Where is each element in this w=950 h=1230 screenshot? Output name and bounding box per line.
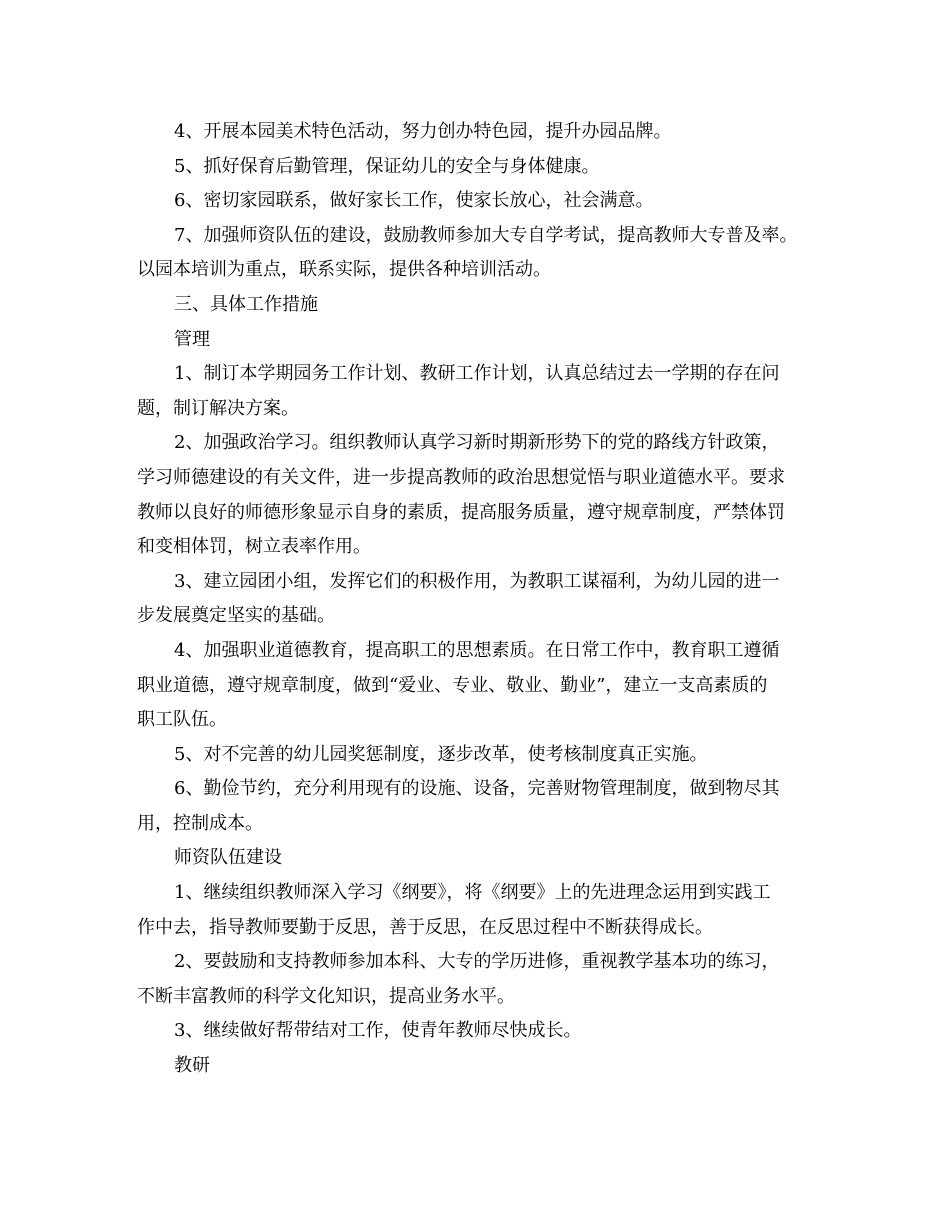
text-line: 3、建立园团小组，发挥它们的积极作用，为教职工谋福利，为幼儿园的进一 <box>174 570 780 592</box>
text-line: 4、加强职业道德教育，提高职工的思想素质。在日常工作中，教育职工遵循 <box>174 639 780 661</box>
text-line: 作中去，指导教师要勤于反思，善于反思，在反思过程中不断获得成长。 <box>137 916 713 938</box>
text-line: 5、对不完善的幼儿园奖惩制度，逐步改革，使考核制度真正实施。 <box>174 743 708 765</box>
text-line: 职业道德，遵守规章制度，做到“爱业、专业、敬业、勤业”，建立一支高素质的 <box>137 674 768 696</box>
text-line: 学习师德建设的有关文件，进一步提高教师的政治思想觉悟与职业道德水平。要求 <box>137 466 785 488</box>
text-line: 2、要鼓励和支持教师参加本科、大专的学历进修，重视教学基本功的练习， <box>174 951 780 973</box>
text-line: 6、勤俭节约，充分利用现有的设施、设备，完善财物管理制度，做到物尽其 <box>174 778 780 800</box>
text-line: 和变相体罚，树立表率作用。 <box>137 536 371 558</box>
text-line: 以园本培训为重点，联系实际，提供各种培训活动。 <box>137 259 551 281</box>
text-line: 题，制订解决方案。 <box>137 397 299 419</box>
text-line: 7、加强师资队伍的建设，鼓励教师参加大专自学考试，提高教师大专普及率。 <box>174 224 798 246</box>
text-line: 6、密切家园联系，做好家长工作，使家长放心，社会满意。 <box>174 190 654 212</box>
subsection-heading: 师资队伍建设 <box>174 847 282 869</box>
subsection-heading: 管理 <box>174 328 210 350</box>
section-heading: 三、具体工作措施 <box>174 293 318 315</box>
document-page <box>137 115 827 1084</box>
text-line: 4、开展本园美术特色活动，努力创办特色园，提升办园品牌。 <box>174 121 672 142</box>
subsection-heading: 教研 <box>174 1055 210 1077</box>
text-line: 5、抓好保育后勤管理，保证幼儿的安全与身体健康。 <box>174 155 600 177</box>
text-line: 2、加强政治学习。组织教师认真学习新时期新形势下的党的路线方针政策， <box>174 432 780 454</box>
text-line: 1、继续组织教师深入学习《纲要》，将《纲要》上的先进理念运用到实践工 <box>174 882 771 904</box>
text-line: 步发展奠定坚实的基础。 <box>137 605 335 627</box>
text-line: 教师以良好的师德形象显示自身的素质，提高服务质量，遵守规章制度，严禁体罚 <box>137 501 785 523</box>
text-line: 不断丰富教师的科学文化知识，提高业务水平。 <box>137 985 515 1007</box>
text-line: 1、制订本学期园务工作计划、教研工作计划，认真总结过去一学期的存在问 <box>174 363 780 385</box>
text-line: 用，控制成本。 <box>137 812 263 834</box>
text-line: 3、继续做好帮带结对工作，使青年教师尽快成长。 <box>174 1020 582 1042</box>
text-line: 职工队伍。 <box>137 709 227 731</box>
